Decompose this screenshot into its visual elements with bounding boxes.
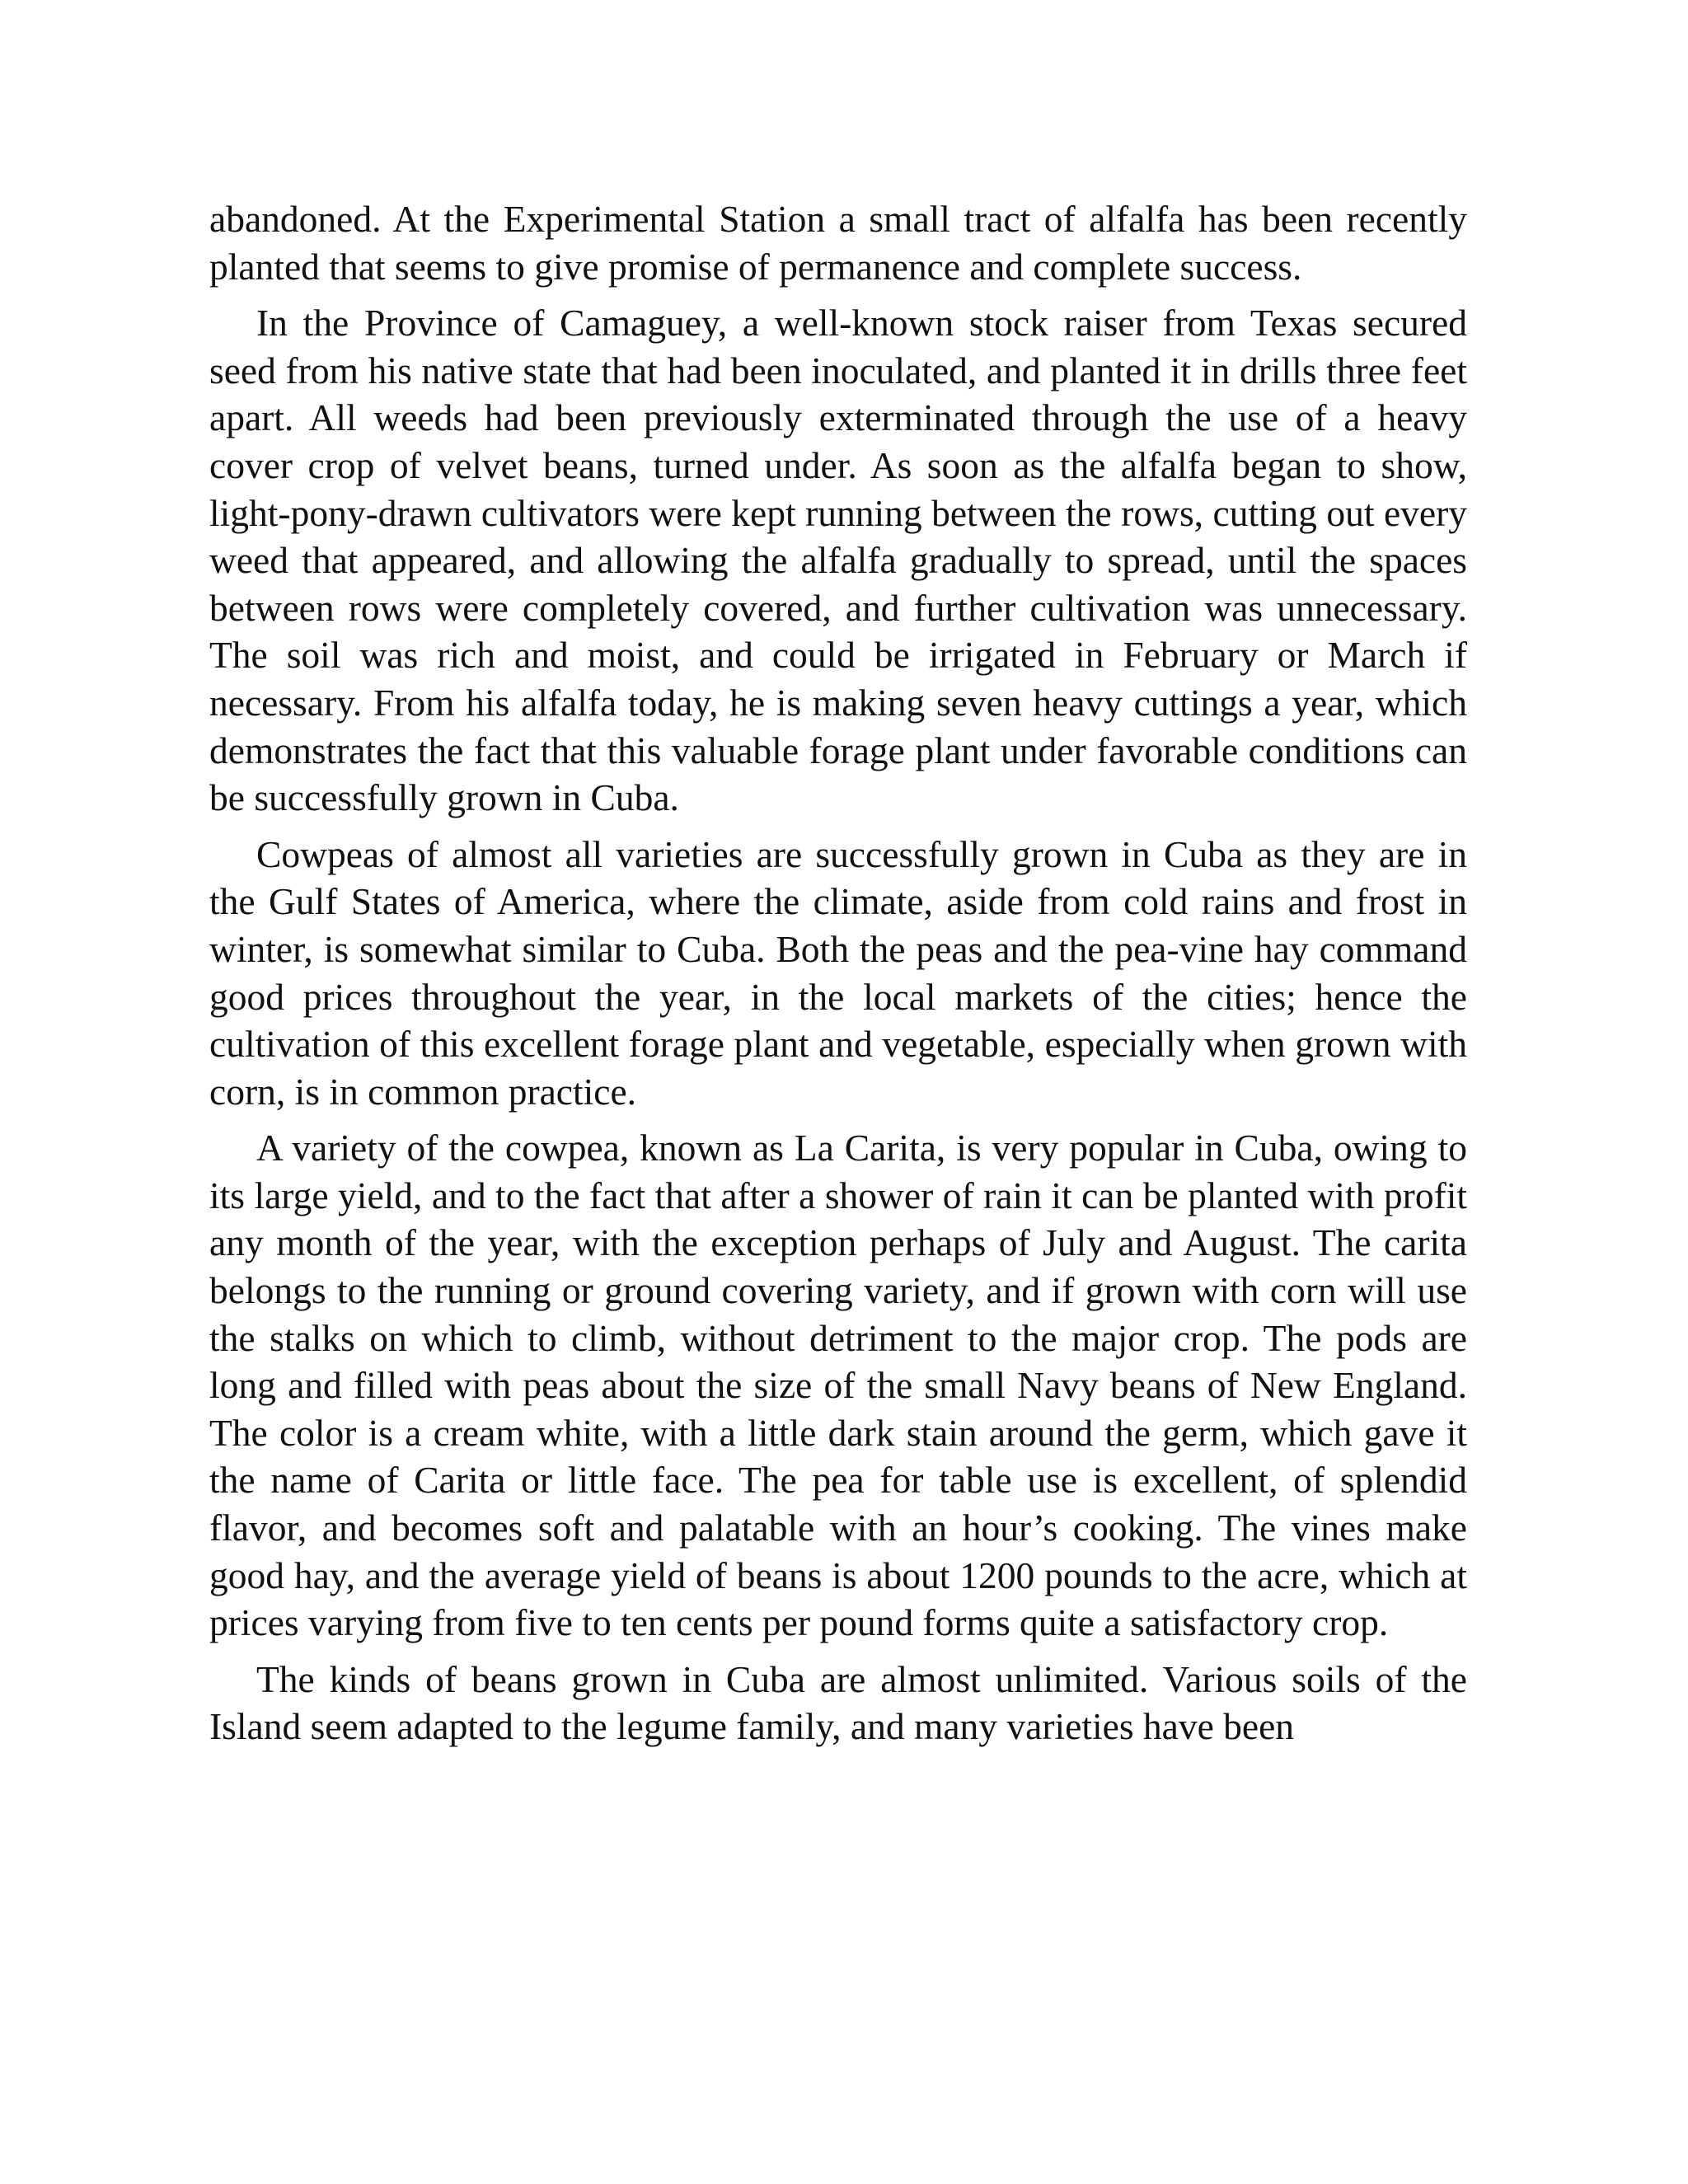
paragraph-la-carita: A variety of the cowpea, known as La Carita, is very popular in Cuba, owing to its large yield, and to the fact that after a shower of rain it can be planted with profit any month of the year, with the exception perhaps of July and August. The carita belongs to the running or ground covering variety, and if grown with corn will use the stalks on which to climb, without detriment to the major crop. The pods are long and filled with peas about the size of the small Navy beans of New England. The color is a cream white, with a little dark stain around the germ, which gave it the name of Carita or little face. The pea for table use is excellent, of splendid flavor, and becomes soft and palatable with an hour’s cooking. The vines make good hay, and the average yield of beans is about 1200 pounds to the acre, which at prices varying from five to ten cents per pound forms quite a satisfactory crop. [209,1127,1467,1644]
paragraph-cowpeas: Cowpeas of almost all varieties are successfully grown in Cuba as they are in the Gulf States of America, where the climate, aside from cold rains and frost in winter, is somewhat similar to Cuba. Both the peas and the pea-vine hay command good prices throughout the year, in the local markets of the cities; hence the cultivation of this excellent forage plant and vegetable, especially when grown with corn, is in common practice. [209,832,1467,1113]
paragraph-beans: The kinds of beans grown in Cuba are almost unlimited. Various soils of the Island seem adapted to the legume family, and many varieties have been [209,1657,1467,1748]
page-body [209,195,1467,1760]
paragraph-camaguey-alfalfa: In the Province of Camaguey, a well-known stock raiser from Texas secured seed from his native state that had been inoculated, and planted it in drills three feet apart. All weeds had been previously exterminated through the use of a heavy cover crop of velvet beans, turned under. As soon as the alfalfa began to show, light-pony-drawn cultivators were kept running between the rows, cutting out every weed that appeared, and allowing the alfalfa gradually to spread, until the spaces between rows were completely covered, and further cultivation was unnecessary. The soil was rich and moist, and could be irrigated in February or March if necessary. From his alfalfa today, he is making seven heavy cuttings a year, which demonstrates the fact that this valuable forage plant under favorable conditions can be successfully grown in Cuba. [209,302,1467,819]
paragraph-alfalfa-continued: abandoned. At the Experimental Station a small tract of alfalfa has been recently planted that seems to give promise of permanence and complete success. [209,198,1467,288]
